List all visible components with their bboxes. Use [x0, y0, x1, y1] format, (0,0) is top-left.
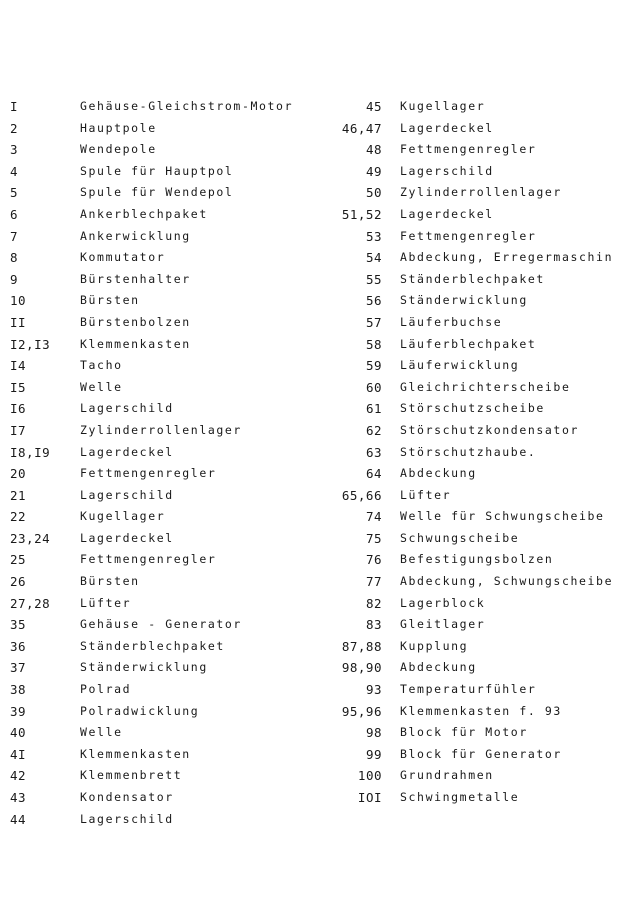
- part-name: Gleichrichterscheibe: [400, 379, 571, 394]
- part-number: 3: [10, 142, 19, 158]
- part-number: I6: [10, 401, 27, 417]
- part-name: Klemmenkasten: [80, 746, 191, 761]
- part-name: Zylinderrollenlager: [80, 422, 242, 437]
- part-name: Lagerdeckel: [80, 444, 174, 459]
- part-number: 98,90: [341, 660, 382, 676]
- part-row: [320, 485, 623, 507]
- part-name: Bürstenbolzen: [80, 314, 191, 329]
- part-name: Kugellager: [80, 509, 166, 524]
- part-row: [320, 398, 623, 420]
- part-number: 37: [10, 660, 27, 676]
- part-number: 63: [365, 444, 382, 460]
- part-row: [0, 657, 320, 679]
- part-name: Gehäuse - Generator: [80, 617, 242, 632]
- part-number: 23,24: [10, 530, 51, 546]
- part-row: [0, 226, 320, 248]
- part-number: 46,47: [341, 120, 382, 136]
- part-row: [0, 571, 320, 593]
- part-number: 2: [10, 120, 19, 136]
- part-name: Störschutzscheibe: [400, 401, 545, 416]
- part-row: [320, 722, 623, 744]
- part-number: 95,96: [341, 703, 382, 719]
- part-row: [320, 787, 623, 809]
- part-name: Gehäuse-Gleichstrom-Motor: [80, 99, 294, 113]
- part-number: 53: [365, 228, 382, 244]
- part-number: I8,I9: [10, 444, 51, 460]
- part-row: [0, 312, 320, 334]
- part-row: [0, 463, 320, 485]
- part-name: Lagerschild: [80, 401, 174, 416]
- part-number: 22: [10, 509, 27, 525]
- part-row: [320, 118, 623, 140]
- part-name: Lagerdeckel: [400, 206, 494, 221]
- part-number: I2,I3: [10, 336, 51, 352]
- part-row: [0, 290, 320, 312]
- part-number: 27,28: [10, 595, 51, 611]
- part-row: [320, 679, 623, 701]
- part-row: [320, 636, 623, 658]
- part-row: [0, 398, 320, 420]
- part-row: [0, 636, 320, 658]
- part-number: 44: [10, 811, 27, 827]
- part-row: [320, 247, 623, 269]
- part-row: [320, 377, 623, 399]
- part-name: Ständerwicklung: [400, 293, 528, 308]
- part-number: 50: [365, 185, 382, 201]
- part-row: [320, 765, 623, 787]
- part-number: 99: [365, 746, 382, 762]
- part-number: 5: [10, 185, 19, 201]
- part-row: [320, 355, 623, 377]
- part-name: Klemmenkasten: [80, 336, 191, 351]
- part-number: 77: [365, 574, 382, 590]
- part-number: 10: [10, 293, 27, 309]
- part-number: 61: [365, 401, 382, 417]
- part-row: [0, 528, 320, 550]
- part-name: Welle: [80, 725, 123, 740]
- part-number: 62: [365, 422, 382, 438]
- part-row: [320, 506, 623, 528]
- part-name: Temperaturfühler: [400, 682, 537, 697]
- part-name: Lüfter: [400, 487, 452, 502]
- part-row: [0, 420, 320, 442]
- part-number: 40: [10, 725, 27, 741]
- part-row: [320, 96, 623, 118]
- part-row: [320, 139, 623, 161]
- part-number: 87,88: [341, 638, 382, 654]
- part-number: 64: [365, 466, 382, 482]
- part-row: [320, 701, 623, 723]
- part-row: [0, 701, 320, 723]
- part-name: Welle für Schwungscheibe: [400, 509, 605, 524]
- part-row: [0, 204, 320, 226]
- part-number: I: [10, 99, 19, 114]
- part-row: [320, 334, 623, 356]
- part-number: I7: [10, 422, 27, 438]
- part-name: Fettmengenregler: [80, 466, 217, 481]
- part-number: 21: [10, 487, 27, 503]
- part-row: [320, 269, 623, 291]
- part-row: [320, 420, 623, 442]
- part-number: 6: [10, 206, 19, 222]
- part-row: [320, 528, 623, 550]
- part-row: [0, 549, 320, 571]
- part-row: [320, 226, 623, 248]
- part-name: Ankerwicklung: [80, 228, 191, 243]
- part-row: [320, 614, 623, 636]
- part-name: Gleitlager: [400, 617, 486, 632]
- part-name: Läuferbuchse: [400, 314, 503, 329]
- part-number: 49: [365, 163, 382, 179]
- parts-list-right-column: [320, 96, 623, 809]
- part-name: Ständerblechpaket: [400, 271, 545, 286]
- part-name: Fettmengenregler: [80, 552, 217, 567]
- part-number: 43: [10, 790, 27, 805]
- part-number: 38: [10, 682, 27, 698]
- part-name: Spule für Hauptpol: [80, 163, 234, 178]
- part-number: 55: [365, 271, 382, 287]
- part-name: Abdeckung: [400, 660, 477, 675]
- part-row: [320, 290, 623, 312]
- part-row: [0, 744, 320, 766]
- part-number: IOI: [357, 790, 382, 805]
- part-number: 100: [357, 768, 382, 784]
- part-number: 4: [10, 163, 19, 179]
- part-number: 20: [10, 466, 27, 482]
- part-number: 60: [365, 379, 382, 395]
- part-name: Störschutzkondensator: [400, 422, 579, 437]
- part-number: 65,66: [341, 487, 382, 503]
- part-name: Abdeckung, Erregermaschin: [400, 250, 614, 265]
- part-number: 4I: [10, 746, 27, 762]
- part-name: Grundrahmen: [400, 768, 494, 783]
- part-row: [320, 549, 623, 571]
- part-row: [320, 204, 623, 226]
- part-name: Lagerschild: [400, 163, 494, 178]
- part-name: Ankerblechpaket: [80, 206, 208, 221]
- part-name: Welle: [80, 379, 123, 394]
- part-number: 39: [10, 703, 27, 719]
- part-row: [0, 118, 320, 140]
- part-name: Läuferblechpaket: [400, 336, 537, 351]
- part-row: [320, 182, 623, 204]
- part-name: Bürsten: [80, 574, 140, 589]
- part-name: Kupplung: [400, 638, 469, 653]
- part-number: 75: [365, 530, 382, 546]
- part-name: Kugellager: [400, 99, 486, 113]
- part-number: 35: [10, 617, 27, 633]
- part-name: Bürstenhalter: [80, 271, 191, 286]
- part-row: [0, 593, 320, 615]
- part-name: Block für Generator: [400, 746, 562, 761]
- parts-list-left-column: [0, 96, 320, 830]
- part-number: 8: [10, 250, 19, 266]
- part-number: 54: [365, 250, 382, 266]
- part-name: Polradwicklung: [80, 703, 200, 718]
- part-number: I4: [10, 358, 27, 374]
- part-number: II: [10, 314, 27, 330]
- part-row: [320, 161, 623, 183]
- part-name: Schwungscheibe: [400, 530, 520, 545]
- part-row: [320, 744, 623, 766]
- part-row: [0, 614, 320, 636]
- part-row: [0, 787, 320, 809]
- part-name: Spule für Wendepol: [80, 185, 234, 200]
- part-row: [0, 161, 320, 183]
- part-row: [0, 334, 320, 356]
- part-name: Läuferwicklung: [400, 358, 520, 373]
- part-name: Lagerschild: [80, 811, 174, 826]
- part-number: 56: [365, 293, 382, 309]
- part-name: Kondensator: [80, 790, 174, 804]
- part-row: [320, 571, 623, 593]
- part-row: [0, 485, 320, 507]
- part-number: 59: [365, 358, 382, 374]
- part-name: Abdeckung: [400, 466, 477, 481]
- part-name: Zylinderrollenlager: [400, 185, 562, 200]
- part-row: [0, 96, 320, 118]
- part-row: [0, 809, 320, 831]
- part-name: Bürsten: [80, 293, 140, 308]
- part-row: [320, 312, 623, 334]
- part-number: I5: [10, 379, 27, 395]
- part-row: [320, 657, 623, 679]
- part-row: [320, 442, 623, 464]
- part-name: Wendepole: [80, 142, 157, 157]
- part-name: Block für Motor: [400, 725, 528, 740]
- part-row: [0, 377, 320, 399]
- part-row: [0, 139, 320, 161]
- part-name: Ständerblechpaket: [80, 638, 225, 653]
- part-row: [320, 593, 623, 615]
- part-number: 74: [365, 509, 382, 525]
- part-name: Schwingmetalle: [400, 790, 520, 804]
- part-row: [0, 679, 320, 701]
- part-number: 26: [10, 574, 27, 590]
- part-row: [0, 442, 320, 464]
- part-name: Fettmengenregler: [400, 228, 537, 243]
- part-row: [0, 247, 320, 269]
- part-name: Lüfter: [80, 595, 132, 610]
- part-name: Tacho: [80, 358, 123, 373]
- part-number: 58: [365, 336, 382, 352]
- part-number: 25: [10, 552, 27, 568]
- part-row: [0, 722, 320, 744]
- part-name: Ständerwicklung: [80, 660, 208, 675]
- part-number: 48: [365, 142, 382, 158]
- part-number: 36: [10, 638, 27, 654]
- part-number: 57: [365, 314, 382, 330]
- part-row: [0, 506, 320, 528]
- part-name: Klemmenkasten f. 93: [400, 703, 562, 718]
- part-name: Polrad: [80, 682, 132, 697]
- part-name: Klemmenbrett: [80, 768, 183, 783]
- part-row: [0, 269, 320, 291]
- part-number: 82: [365, 595, 382, 611]
- part-name: Kommutator: [80, 250, 166, 265]
- part-name: Störschutzhaube.: [400, 444, 537, 459]
- part-row: [0, 765, 320, 787]
- part-name: Fettmengenregler: [400, 142, 537, 157]
- part-row: [320, 463, 623, 485]
- part-name: Lagerdeckel: [80, 530, 174, 545]
- part-number: 9: [10, 271, 19, 287]
- part-name: Lagerblock: [400, 595, 486, 610]
- part-name: Lagerdeckel: [400, 120, 494, 135]
- part-number: 7: [10, 228, 19, 244]
- part-row: [0, 355, 320, 377]
- part-row: [0, 182, 320, 204]
- part-name: Hauptpole: [80, 120, 157, 135]
- part-number: 98: [365, 725, 382, 741]
- part-number: 93: [365, 682, 382, 698]
- part-name: Lagerschild: [80, 487, 174, 502]
- part-name: Befestigungsbolzen: [400, 552, 554, 567]
- part-number: 42: [10, 768, 27, 784]
- part-number: 51,52: [341, 206, 382, 222]
- part-name: Abdeckung, Schwungscheibe: [400, 574, 614, 589]
- part-number: 83: [365, 617, 382, 633]
- part-number: 45: [365, 99, 382, 114]
- part-number: 76: [365, 552, 382, 568]
